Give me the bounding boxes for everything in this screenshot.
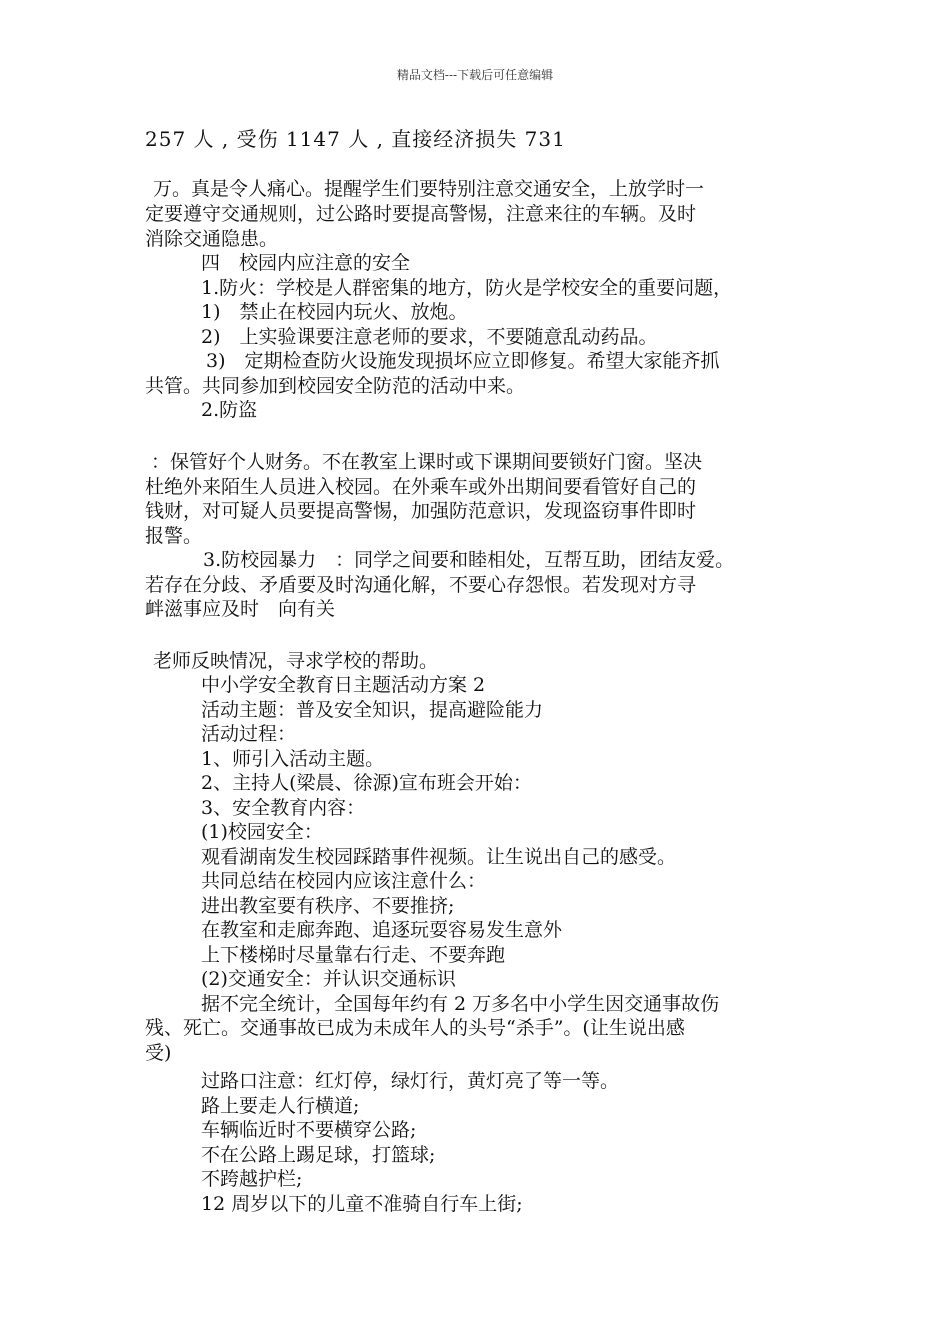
text-line: 残、死亡。交通事故已成为未成年人的头号“杀手”。(让生说出感 — [145, 1017, 685, 1039]
text-line: 12 周岁以下的儿童不准骑自行车上街; — [201, 1193, 523, 1215]
text-line: 定要遵守交通规则，过公路时要提高警惕，注意来往的车辆。及时 — [145, 203, 697, 225]
text-line: 老师反映情况，寻求学校的帮助。 — [153, 650, 439, 672]
text-line: 受) — [145, 1042, 172, 1064]
text-line: 3、安全教育内容： — [201, 797, 366, 819]
text-line: 车辆临近时不要横穿公路; — [201, 1119, 417, 1141]
text-line: 共管。共同参加到校园安全防范的活动中来。 — [145, 375, 526, 397]
text-line: 路上要走人行横道; — [201, 1095, 360, 1117]
text-line: 不跨越护栏; — [201, 1168, 303, 1190]
text-line: 1) 禁止在校园内玩火、放炮。 — [201, 301, 468, 323]
text-line: 中小学安全教育日主题活动方案 2 — [201, 674, 486, 696]
text-line: 若存在分歧、矛盾要及时沟通化解，不要心存怨恨。若发现对方寻 — [145, 574, 697, 596]
text-line: 3) 定期检查防火设施发现损坏应立即修复。希望大家能齐抓 — [206, 350, 720, 372]
text-line: 2.防盗 — [201, 399, 258, 421]
text-line: 据不完全统计，全国每年约有 2 万多名中小学生因交通事故伤 — [201, 993, 720, 1015]
text-line: 257 人 , 受伤 1147 人 , 直接经济损失 731 — [145, 127, 566, 151]
text-line: 过路口注意：红灯停，绿灯行，黄灯亮了等一等。 — [201, 1070, 620, 1092]
text-line: 观看湖南发生校园踩踏事件视频。让生说出自己的感受。 — [201, 846, 677, 868]
text-line: 上下楼梯时尽量靠右行走、不要奔跑 — [201, 944, 506, 966]
text-line: ：保管好个人财务。不在教室上课时或下课期间要锁好门窗。坚决 — [151, 451, 703, 473]
text-line: (2)交通安全：并认识交通标识 — [201, 968, 456, 990]
text-line: 杜绝外来陌生人员进入校园。在外乘车或外出期间要看管好自己的 — [145, 476, 697, 498]
text-line: 进出教室要有秩序、不要推挤; — [201, 895, 455, 917]
text-line: 1、师引入活动主题。 — [201, 748, 385, 770]
page-header: 精品文档---下载后可任意编辑 — [396, 68, 554, 82]
text-line: 衅滋事应及时 向有关 — [145, 598, 336, 620]
text-line: 钱财，对可疑人员要提高警惕，加强防范意识，发现盗窃事件即时 — [145, 500, 697, 522]
text-line: 2、主持人(梁晨、徐源)宣布班会开始： — [201, 772, 532, 794]
text-line: 四 校园内应注意的安全 — [201, 252, 411, 274]
text-line: 2) 上实验课要注意老师的要求，不要随意乱动药品。 — [201, 326, 658, 348]
text-line: 不在公路上踢足球，打篮球; — [201, 1144, 436, 1166]
text-line: 万。真是令人痛心。提醒学生们要特别注意交通安全，上放学时一 — [153, 178, 705, 200]
text-line: 消除交通隐患。 — [145, 228, 279, 250]
text-line: (1)校园安全： — [201, 821, 323, 843]
text-line: 报警。 — [145, 525, 203, 547]
text-line: 1.防火：学校是人群密集的地方，防火是学校安全的重要问题， — [201, 277, 733, 299]
text-line: 3.防校园暴力 ：同学之间要和睦相处，互帮互助，团结友爱。 — [203, 549, 735, 571]
text-line: 活动主题：普及安全知识，提高避险能力 — [201, 699, 544, 721]
text-line: 共同总结在校园内应该注意什么： — [201, 870, 487, 892]
text-line: 在教室和走廊奔跑、追逐玩耍容易发生意外 — [201, 919, 563, 941]
text-line: 活动过程： — [201, 723, 297, 745]
